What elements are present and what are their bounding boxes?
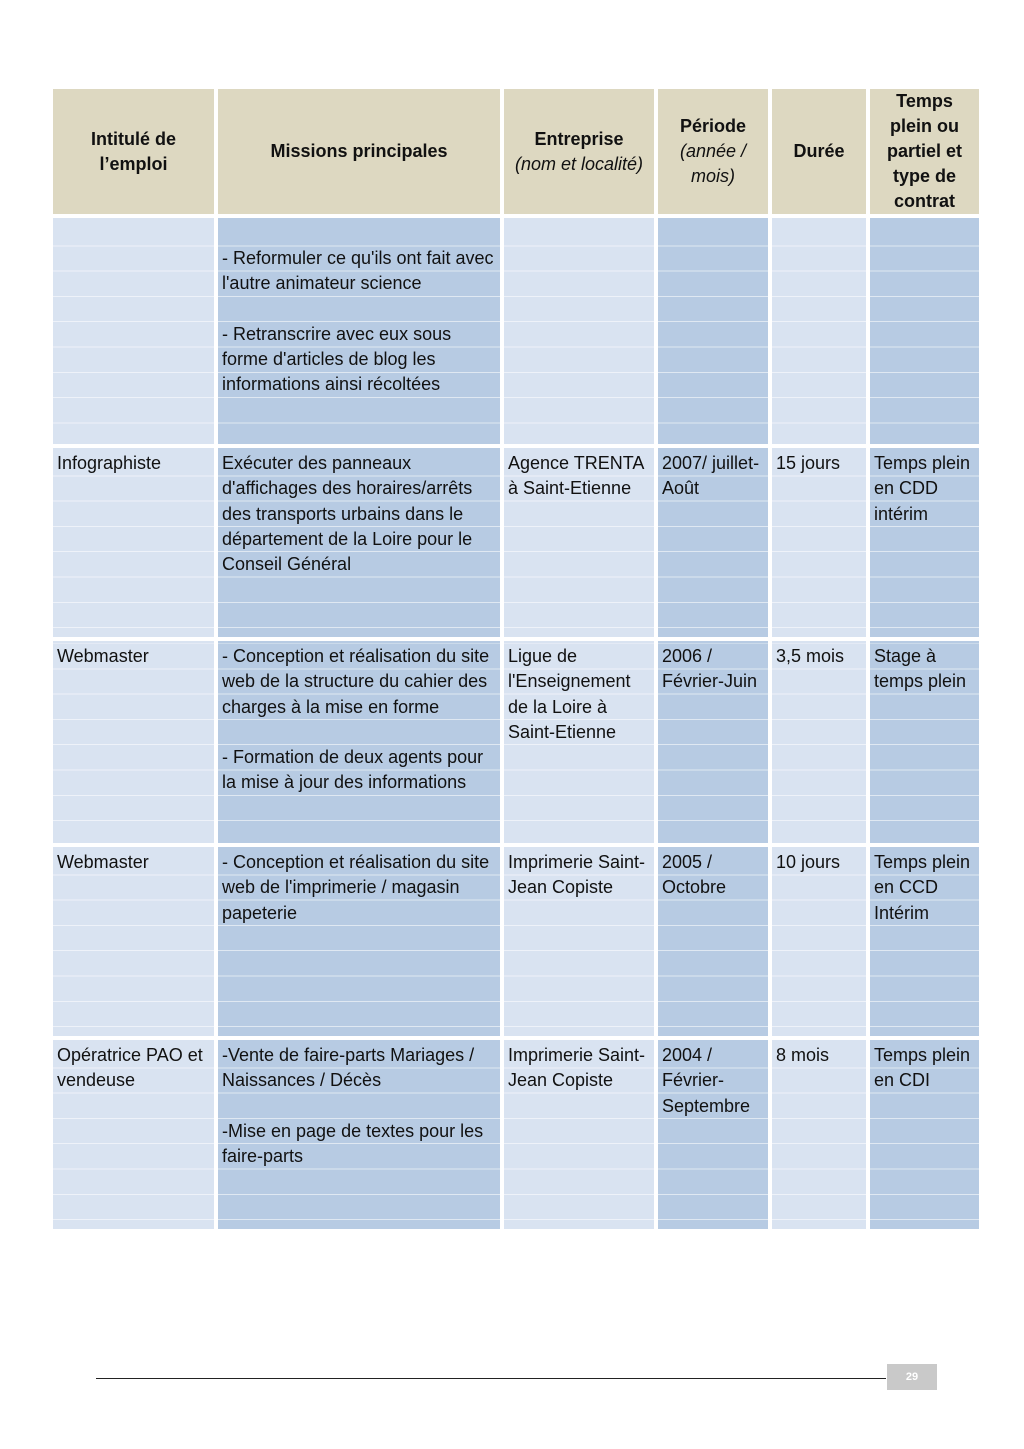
cell-title: Infographiste <box>53 448 214 637</box>
table-row <box>53 641 979 843</box>
cell-company: Imprimerie Saint-Jean Copiste <box>504 1040 654 1229</box>
cell-duration: 15 jours <box>772 448 866 637</box>
mission-text: -Vente de faire-parts Mariages / Naissances / Décès <box>222 1045 475 1091</box>
cell-title: Webmaster <box>53 641 214 843</box>
experience-table <box>49 85 983 1233</box>
cell-contract: Temps plein en CDI <box>870 1040 979 1229</box>
header-period-sub: (année / mois) <box>679 141 747 186</box>
cell-missions <box>218 448 500 637</box>
table-row <box>53 218 979 444</box>
cell-contract <box>870 218 979 444</box>
header-duration: Durée <box>772 89 866 214</box>
page-number: 29 <box>887 1364 937 1390</box>
cell-period: 2006 / Février-Juin <box>658 641 768 843</box>
cell-duration: 10 jours <box>772 847 866 1036</box>
mission-text: - Conception et réalisation du site web de l'imprimerie / magasin papeterie <box>222 852 490 923</box>
cell-contract: Temps plein en CDD intérim <box>870 448 979 637</box>
table-row <box>53 1040 979 1229</box>
cell-period: 2004 / Février-Septembre <box>658 1040 768 1229</box>
table-row <box>53 448 979 637</box>
header-company <box>504 89 654 214</box>
mission-text: Exécuter des panneaux d'affichages des horaires/arrêts des transports urbains dans le département de la Loire pour le Conseil Général <box>222 453 473 575</box>
mission-text: - Reformuler ce qu'ils ont fait avec l'autre animateur science <box>222 248 494 294</box>
cell-title: Opératrice PAO et vendeuse <box>53 1040 214 1229</box>
cell-title: Webmaster <box>53 847 214 1036</box>
cell-title <box>53 218 214 444</box>
cell-missions <box>218 847 500 1036</box>
cell-contract: Temps plein en CCD Intérim <box>870 847 979 1036</box>
header-missions: Missions principales <box>218 89 500 214</box>
cell-missions <box>218 218 500 444</box>
header-company-label: Entreprise <box>534 128 624 149</box>
cell-company: Agence TRENTA à Saint-Etienne <box>504 448 654 637</box>
cell-period: 2005 / Octobre <box>658 847 768 1036</box>
header-company-sub: (nom et localité) <box>514 153 644 174</box>
cell-missions <box>218 1040 500 1229</box>
table-header-row <box>53 89 979 214</box>
mission-text: - Formation de deux agents pour la mise à jour des informations <box>222 747 484 793</box>
cell-company: Imprimerie Saint-Jean Copiste <box>504 847 654 1036</box>
header-contract: Temps plein ou partiel et type de contrat <box>870 89 979 214</box>
mission-text: - Conception et réalisation du site web de la structure du cahier des charges à la mise en forme <box>222 646 490 717</box>
mission-text: -Mise en page de textes pour les faire-parts <box>222 1120 484 1167</box>
header-job-title: Intitulé de l’emploi <box>53 89 214 214</box>
footer-divider <box>96 1378 886 1379</box>
cell-company: Ligue de l'Enseignement de la Loire à Saint-Etienne <box>504 641 654 843</box>
cell-contract: Stage à temps plein <box>870 641 979 843</box>
cell-duration: 3,5 mois <box>772 641 866 843</box>
cell-period <box>658 218 768 444</box>
header-period <box>658 89 768 214</box>
cell-company <box>504 218 654 444</box>
cell-period: 2007/ juillet-Août <box>658 448 768 637</box>
mission-text: - Retranscrire avec eux sous forme d'articles de blog les informations ainsi récoltées <box>222 323 452 395</box>
header-period-label: Période <box>679 116 747 136</box>
cell-duration: 8 mois <box>772 1040 866 1229</box>
table-row <box>53 847 979 1036</box>
cell-duration <box>772 218 866 444</box>
cell-missions <box>218 641 500 843</box>
